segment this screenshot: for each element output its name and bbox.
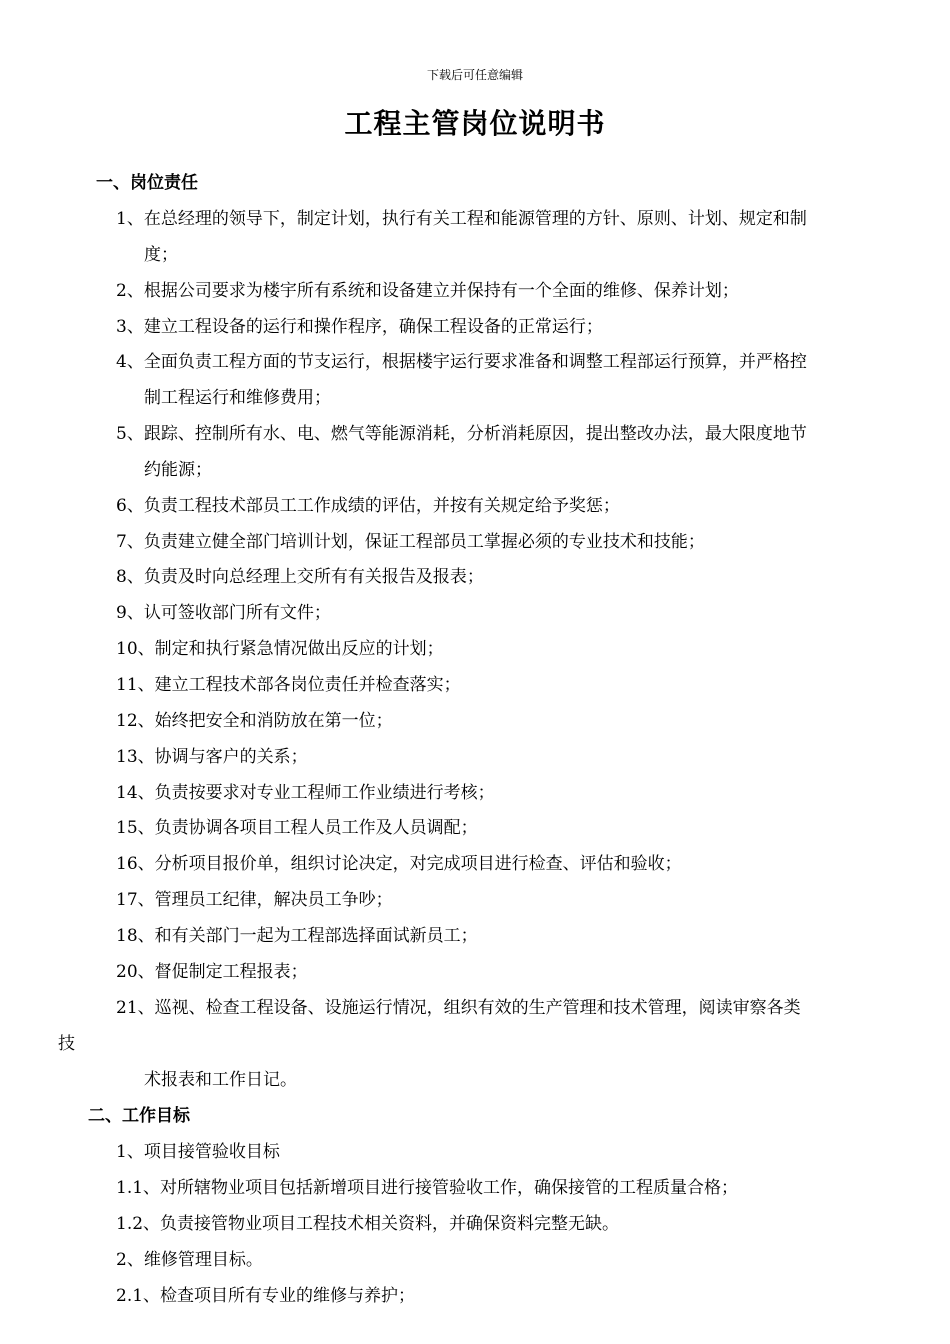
list-item: 12、始终把安全和消防放在第一位； bbox=[116, 711, 393, 731]
list-item: 约能源； bbox=[144, 460, 212, 480]
list-item: 1.1、对所辖物业项目包括新增项目进行接管验收工作，确保接管的工程质量合格； bbox=[116, 1178, 739, 1198]
section-heading-responsibilities: 一、岗位责任 bbox=[96, 173, 198, 193]
list-item: 15、负责协调各项目工程人员工作及人员调配； bbox=[116, 818, 478, 838]
list-item: 4、全面负责工程方面的节支运行，根据楼宇运行要求准备和调整工程部运行预算，并严格控 bbox=[116, 352, 807, 372]
list-item: 14、负责按要求对专业工程师工作业绩进行考核； bbox=[116, 783, 495, 803]
list-item: 18、和有关部门一起为工程部选择面试新员工； bbox=[116, 926, 478, 946]
list-item: 技 bbox=[58, 1034, 75, 1054]
list-item: 3、建立工程设备的运行和操作程序，确保工程设备的正常运行； bbox=[116, 317, 603, 337]
list-item: 5、跟踪、控制所有水、电、燃气等能源消耗，分析消耗原因，提出整改办法，最大限度地节 bbox=[116, 424, 807, 444]
list-item: 6、负责工程技术部员工工作成绩的评估，并按有关规定给予奖惩； bbox=[116, 496, 620, 516]
list-item: 2.1、检查项目所有专业的维修与养护； bbox=[116, 1286, 416, 1306]
section-heading-objectives: 二、工作目标 bbox=[88, 1106, 190, 1126]
watermark-text: 下载后可任意编辑 bbox=[426, 68, 523, 82]
list-item: 制工程运行和维修费用； bbox=[144, 388, 331, 408]
list-item: 9、认可签收部门所有文件； bbox=[116, 603, 331, 623]
list-item: 17、管理员工纪律，解决员工争吵； bbox=[116, 890, 393, 910]
list-item: 20、督促制定工程报表； bbox=[116, 962, 308, 982]
list-item: 术报表和工作日记。 bbox=[144, 1070, 297, 1090]
list-item: 7、负责建立健全部门培训计划，保证工程部员工掌握必须的专业技术和技能； bbox=[116, 532, 705, 552]
list-item: 8、负责及时向总经理上交所有有关报告及报表； bbox=[116, 567, 484, 587]
list-item: 1、项目接管验收目标 bbox=[116, 1142, 280, 1162]
page-title: 工程主管岗位说明书 bbox=[344, 107, 606, 140]
list-item: 2、根据公司要求为楼宇所有系统和设备建立并保持有一个全面的维修、保养计划； bbox=[116, 281, 739, 301]
list-item: 11、建立工程技术部各岗位责任并检查落实； bbox=[116, 675, 461, 695]
list-item: 13、协调与客户的关系； bbox=[116, 747, 308, 767]
list-item: 1、在总经理的领导下，制定计划，执行有关工程和能源管理的方针、原则、计划、规定和制 bbox=[116, 209, 807, 229]
list-item: 10、制定和执行紧急情况做出反应的计划； bbox=[116, 639, 444, 659]
list-item: 2、维修管理目标。 bbox=[116, 1250, 263, 1270]
list-item: 21、巡视、检查工程设备、设施运行情况，组织有效的生产管理和技术管理，阅读审察各类 bbox=[116, 998, 801, 1018]
list-item: 16、分析项目报价单，组织讨论决定，对完成项目进行检查、评估和验收； bbox=[116, 854, 682, 874]
list-item: 1.2、负责接管物业项目工程技术相关资料，并确保资料完整无缺。 bbox=[116, 1214, 620, 1234]
list-item: 度； bbox=[144, 245, 178, 265]
